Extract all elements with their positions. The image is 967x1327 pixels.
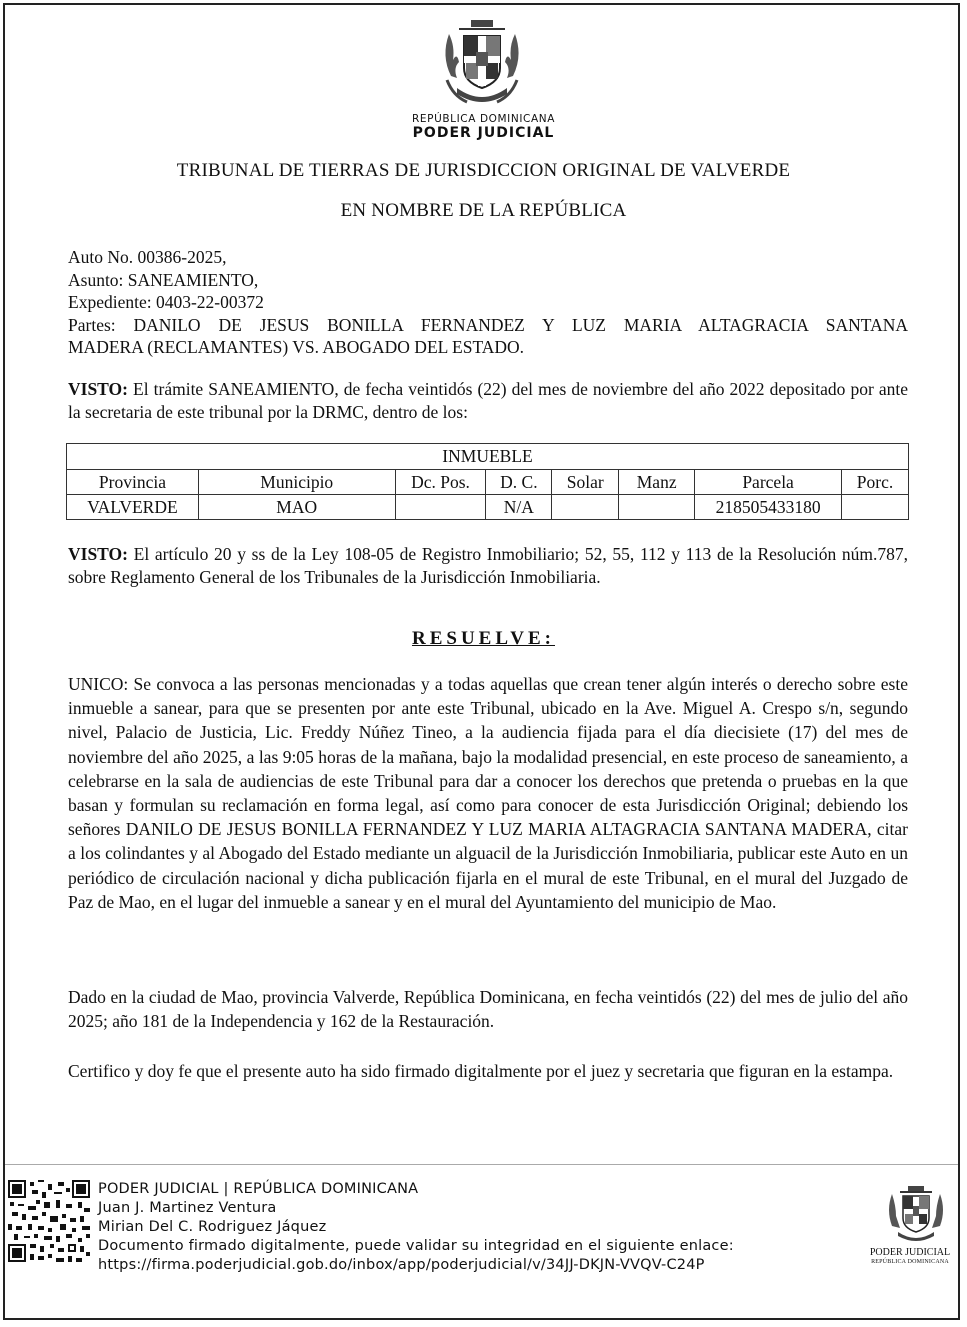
table-header-row <box>67 470 909 495</box>
validation-link[interactable]: https://firma.poderjudicial.gob.do/inbox/app/poderjudicial/v/34JJ-DKJN-VVQV-C24P <box>98 1257 705 1273</box>
table-cell: 218505433180 <box>695 495 842 520</box>
visto-text: El trámite SANEAMIENTO, de fecha veintidós (22) del mes de noviembre del año 2022 depositado por ante la secretaria de este tribunal por la DRMC, dentro de los: <box>68 379 908 422</box>
col-header: Parcela <box>695 470 842 495</box>
table-cell: VALVERDE <box>67 495 199 520</box>
seal-caption-country: REPÚBLICA DOMINICANA <box>412 113 555 125</box>
col-header: Manz <box>619 470 695 495</box>
table-cell <box>842 495 909 520</box>
case-metadata <box>68 246 908 359</box>
footer-divider <box>5 1164 958 1165</box>
coat-of-arms-icon <box>884 1184 948 1244</box>
auto-number: Auto No. 00386-2025, <box>68 247 227 267</box>
table-caption: INMUEBLE <box>67 444 909 470</box>
table-cell <box>619 495 695 520</box>
signature-block <box>98 1180 734 1275</box>
col-header: D. C. <box>486 470 552 495</box>
seal-caption-country: REPÚBLICA DOMINICANA <box>871 1259 949 1265</box>
visto-paragraph-2 <box>68 543 908 588</box>
table-cell <box>552 495 619 520</box>
table-cell <box>395 495 486 520</box>
col-header: Porc. <box>842 470 909 495</box>
col-header: Dc. Pos. <box>395 470 486 495</box>
visto-text: El artículo 20 y ss de la Ley 108-05 de Registro Inmobiliario; 52, 55, 112 y 113 de la Resolución núm.787, sobre Reglamento General de los Tribunales de la Jurisdicción Inmobiliaria. <box>68 544 908 587</box>
dado-paragraph: Dado en la ciudad de Mao, provincia Valverde, República Dominicana, en fecha veintidós (22) del mes de julio del año 2025; año 181 de la Independencia y 162 de la Restauración. <box>68 987 908 1031</box>
table-row <box>67 495 909 520</box>
partes-line-2: MADERA (RECLAMANTES) VS. ABOGADO DEL ESTADO. <box>68 337 525 357</box>
seal-caption-institution: PODER JUDICIAL <box>412 125 555 141</box>
court-name: TRIBUNAL DE TIERRAS DE JURISDICCION ORIGINAL DE VALVERDE <box>176 160 791 181</box>
signer-secretary: Mirian Del C. Rodriguez Jáquez <box>98 1219 327 1235</box>
table-cell: N/A <box>486 495 552 520</box>
coat-of-arms-icon <box>437 16 527 110</box>
qr-code-icon[interactable] <box>8 1180 90 1262</box>
unico-paragraph: UNICO: Se convoca a las personas mencionadas y a todas aquellas que crean tener algún interés o derecho sobre este inmueble a sanear, para que se presenten por ante este Tribunal, ubicado en la Ave. Miguel A. Crespo s/n, segundo nivel, Palacio de Justicia, Lic. Freddy Núñez Tineo, a la audiencia fijada para el día diecisiete (17) del mes de noviembre del año 2025, a las 9:05 horas de la mañana, bajo la modalidad presencial, en este proceso de saneamiento, a celebrarse en la sala de audiencias de este Tribunal para dar a conocer los derechos que pretenda o pruebas en la que basan y formulan su reclamación en forma legal, así como para conocer de esta Jurisdicción Original; debiendo los señores DANILO DE JESUS BONILLA FERNANDEZ Y LUZ MARIA ALTAGRACIA SANTANA MADERA, citar a los colindantes y al Abogado del Estado mediante un alguacil de la Jurisdicción Inmobiliaria, publicar este Auto en un periódico de circulación nacional y dicha publicación fijarla en el mural de este Tribunal, en el mural del Juzgado de Paz de Mao, en el lugar del inmueble a sanear y en el mural del Ayuntamiento del municipio de Mao. <box>68 674 908 912</box>
certifico-paragraph: Certifico y doy fe que el presente auto ha sido firmado digitalmente por el juez y secretaria que figuran en la estampa. <box>68 1061 894 1081</box>
resuelve-heading: RESUELVE: <box>411 628 555 649</box>
visto-label: VISTO: <box>68 544 128 564</box>
validation-note: Documento firmado digitalmente, puede validar su integridad en el siguiente enlace: <box>98 1238 734 1254</box>
inmueble-table <box>66 443 909 520</box>
col-header: Municipio <box>198 470 395 495</box>
col-header: Solar <box>552 470 619 495</box>
expediente: Expediente: 0403-22-00372 <box>68 292 264 312</box>
visto-paragraph-1 <box>68 378 908 423</box>
partes-line-1: Partes: DANILO DE JESUS BONILLA FERNANDEZ Y LUZ MARIA ALTAGRACIA SANTANA <box>68 314 908 335</box>
seal-caption-institution: PODER JUDICIAL <box>869 1247 951 1258</box>
visto-label: VISTO: <box>68 379 128 399</box>
signer-judge: Juan J. Martinez Ventura <box>98 1200 277 1216</box>
asunto: Asunto: SANEAMIENTO, <box>68 269 259 290</box>
table-cell: MAO <box>198 495 395 520</box>
footer-institution: PODER JUDICIAL | REPÚBLICA DOMINICANA <box>98 1181 419 1197</box>
document-subtitle: EN NOMBRE DE LA REPÚBLICA <box>340 200 627 221</box>
col-header: Provincia <box>67 470 199 495</box>
